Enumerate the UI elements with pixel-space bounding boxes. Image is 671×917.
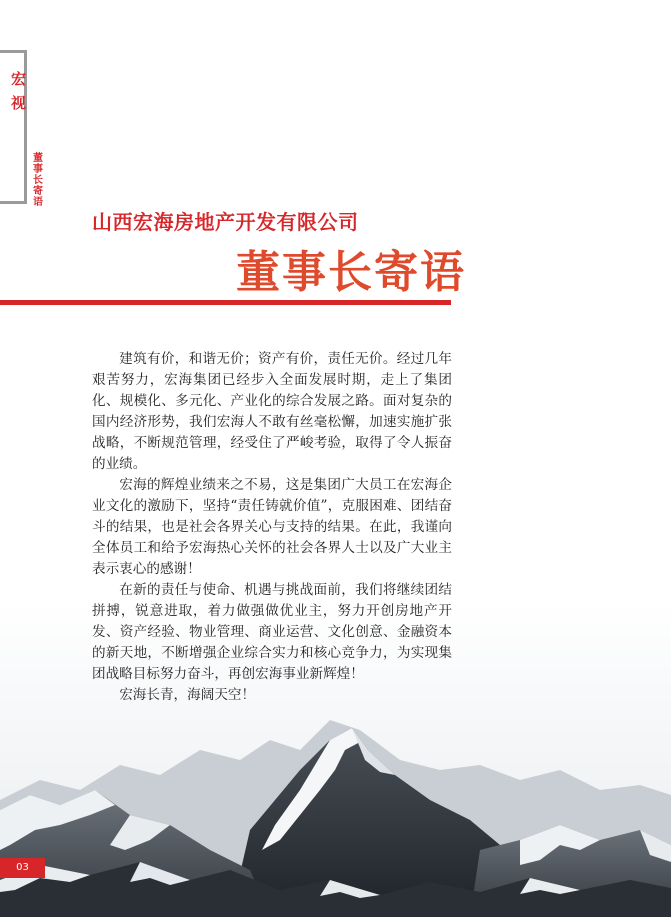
paragraph: 宏海的辉煌业绩来之不易，这是集团广大员工在宏海企业文化的激励下，坚持“责任铸就价值”，克服困难、团结奋斗的结果，也是社会各界关心与支持的结果。在此，我谨向全体员工和给予宏海热心关怀的社会各界人士以及广大业主表示衷心的感谢！ — [92, 477, 452, 577]
section-subtitle-vertical: 董事长寄语 — [33, 153, 43, 208]
chairman-message — [92, 349, 452, 706]
section-label-char-2: 视 — [11, 94, 27, 112]
section-label-char-1: 宏 — [11, 70, 27, 88]
paragraph: 宏海长青，海阔天空！ — [119, 687, 256, 703]
page-number: 03 — [0, 858, 45, 878]
page-title: 董事长寄语 — [236, 247, 466, 298]
company-name: 山西宏海房地产开发有限公司 — [92, 210, 359, 234]
title-divider — [0, 300, 451, 305]
paragraph: 建筑有价，和谐无价；资产有价，责任无价。经过几年艰苦努力，宏海集团已经步入全面发展时期，走上了集团化、规模化、多元化、产业化的综合发展之路。面对复杂的国内经济形势，我们宏海人不敢有丝毫松懈，加速实施扩张战略，不断规范管理，经受住了严峻考验，取得了令人振奋的业绩。 — [92, 351, 452, 472]
paragraph: 在新的责任与使命、机遇与挑战面前，我们将继续团结拼搏，锐意进取，着力做强做优业主，努力开创房地产开发、资产经验、物业管理、商业运营、文化创意、金融资本的新天地，不断增强企业综合实力和核心竞争力，为实现集团战略目标努力奋斗，再创宏海事业新辉煌！ — [92, 582, 452, 682]
